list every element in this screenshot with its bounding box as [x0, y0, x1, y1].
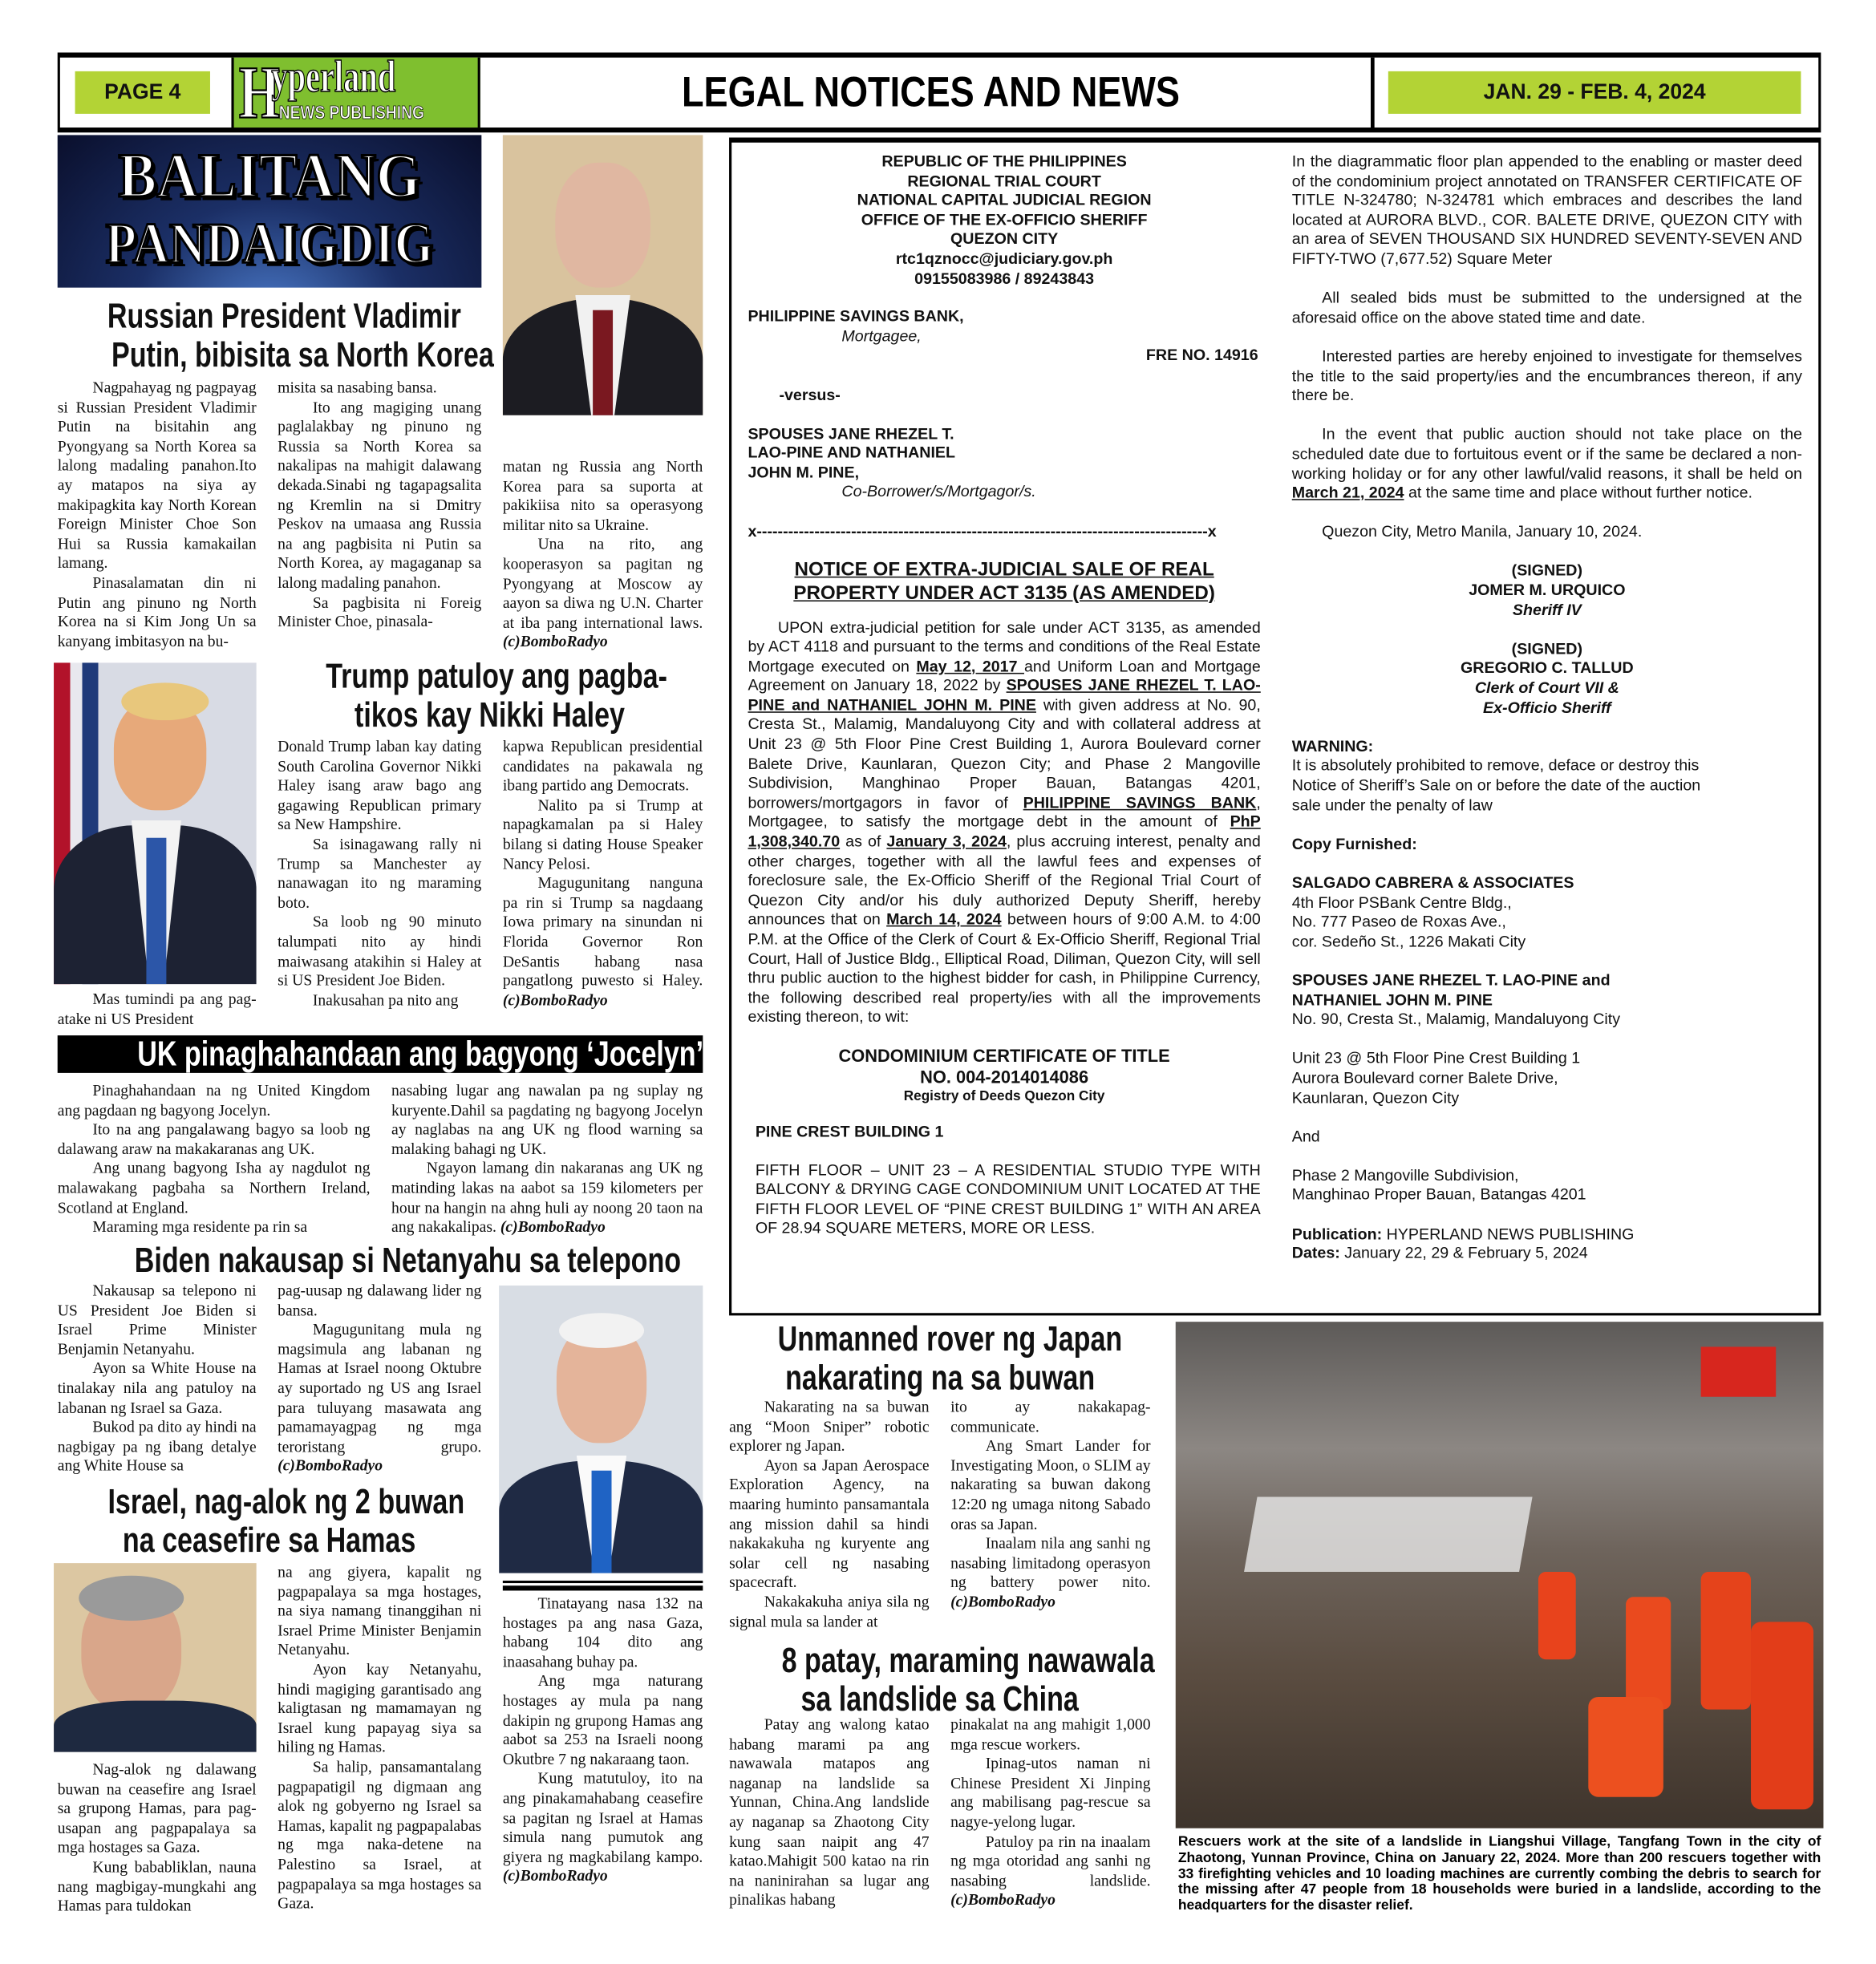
case-number: FRE NO. 14916 — [1145, 346, 1258, 365]
source-credit: (c)BomboRadyo — [278, 1457, 383, 1475]
article-paragraph: Kung matutuloy, ito na ang pinakamahabang ceasefire sa pagitan ng Israel at Hamas simula nang pumutok ang giyera ng magkabilang kampo. (c)BomboRadyo — [502, 1769, 703, 1885]
israel-col-3 — [503, 1594, 703, 1887]
notice-text: as of — [840, 832, 887, 851]
article-paragraph: Ipinag-utos naman ni Chinese President Xi Jinping ang mabilisang pag-rescue sa nagye-yelong lugar. — [950, 1754, 1151, 1831]
auction-reschedule-text: In the event that public auction should not take place on the scheduled date due to fortuitous event or if the same be declared a non-working holiday or for any other lawful/valid reasons, it shall be held on March 21, 2024 at the same time and place without further notice. — [1291, 425, 1802, 502]
notice-text: with given address at No. 90, Cresta St., Malamig, Mandaluyong City and with collateral address at Unit 23 @ 5th Floor Pine Crest Building 1, Aurora Boulevard corner Balete Drive, Kaunlaran, Quezon City; and Phase 2 Mangoville Subdivision, Manghinao Proper Bauan, Batangas 4201, borrowers/mortgagors in favor of — [748, 696, 1261, 812]
sheriff-signature: (SIGNED) JOMER M. URQUICO Sheriff IV — [1469, 561, 1626, 619]
trump-headline: Trump patuloy ang pagba- tikos kay Nikki Haley — [326, 656, 667, 735]
article-paragraph: Kung bababliklan, nauna nang magbigay-mungkahi ang Hamas para tuldokan — [57, 1858, 257, 1915]
trump-col-1 — [58, 990, 257, 1030]
court-header: REPUBLIC OF THE PHILIPPINES REGIONAL TRIAL COURT NATIONAL CAPITAL JUDICIAL REGION OFFICE OF THE EX-OFFICIO SHERIFF QUEZON CITY rtc1qznocc@judiciary.gov.ph 09155083986 / 89243843 — [857, 152, 1152, 287]
logo-word: yperland — [271, 57, 396, 102]
trump-col-2 — [278, 738, 481, 1010]
balitang-pandaigdig-banner — [58, 135, 482, 287]
china-headline: 8 patay, maraming nawawala sa landslide sa China — [781, 1640, 1155, 1719]
article-paragraph: ito ay nakakapag-communicate. — [950, 1398, 1151, 1436]
law-firm: SALGADO CABRERA & ASSOCIATES — [1291, 873, 1574, 892]
article-paragraph: pinakalat na ang mahigit 1,000 mga rescue workers. — [950, 1715, 1151, 1753]
registry: Registry of Deeds Quezon City — [903, 1089, 1105, 1104]
article-paragraph: matan ng Russia ang North Korea para sa suporta at pakikiisa nito sa operasyong militar nito sa Ukraine. — [502, 457, 703, 534]
article-paragraph: na ang giyera, kapalit ng pagpapalaya sa mga hostages, na siya namang tinanggihan ni Israel Prime Minister Benjamin Netanyahu. — [278, 1563, 482, 1659]
landslide-photo — [1176, 1322, 1824, 1828]
notice-emphasis: March 14, 2024 — [886, 910, 1002, 929]
article-paragraph: Bukod pa dito ay hindi na nagbigay pa ng ibang detalye ang White House sa — [57, 1418, 257, 1475]
russia-col-3 — [503, 458, 703, 653]
notice-text: between hours of 9:00 A.M. to 4:00 P.M. at the Office of the Clerk of Court & Ex-Officio Sheriff, Regional Trial Court, Hall of Justice Bldg., Elliptical Road, Diliman, Quezon City, will sell thru public auction to the highest bidder for cash, in Philippine Currency, the following described real property/ies with all the improvements existing thereon, to wit: — [748, 910, 1261, 1027]
article-paragraph: Maraming mga residente pa rin sa — [92, 1218, 308, 1236]
notice-emphasis: May 12, 2017 — [916, 657, 1024, 675]
russia-col-1 — [58, 379, 257, 651]
uk-headline: UK pinaghahandaan ang bagyong ‘Jocelyn’ — [58, 1035, 703, 1073]
article-paragraph: Nakausap sa telepono ni US President Joe Biden si Israel Prime Minister Benjamin Netanyahu. — [57, 1282, 257, 1359]
photo-caption: Rescuers work at the site of a landslide in Liangshui Village, Tangfang Town in the city of Zhaotong, Yunnan Province, China on January 22, 2024. More than 200 rescuers together with 33 firefighting vehicles and 10 loading machines are currently combing the debris to search for the missing after 47 people from 18 households were buried in a landslide, according to the headquarters for the disaster relief. — [1177, 1834, 1821, 1914]
china-col-2 — [950, 1715, 1150, 1910]
article-paragraph: Magugunitang nanguna pa rin si Trump sa nagdaang Iowa primary na sinundan ni Florida Governor Ron DeSantis habang nasa pangatlong puwesto si Haley. (c)BomboRadyo — [502, 874, 703, 1009]
article-paragraph: kapwa Republican presidential candidates na pakawala ng ibang partido ang Democrats. — [502, 737, 703, 795]
hyperland-logo — [231, 58, 480, 128]
article-paragraph: Ayon sa White House na tinalakay nila ang patuloy na labanan ng Israel sa Gaza. — [57, 1359, 257, 1417]
floor-plan-text: In the diagrammatic floor plan appended to the enabling or master deed of the condominium project annotated on TRANSFER CERTIFICATE OF TITLE N-324780; N-324781 which embraces and describes the land located at AURORA BLVD., COR. BALETE DRIVE, QUEZON CITY with an area of SEVEN THOUSAND SIX HUNDRED SEVENTY-SEVEN AND FIFTY-TWO (7,677.52) Square Meter — [1291, 152, 1802, 268]
masthead — [58, 52, 1821, 132]
clerk-signature: (SIGNED) GREGORIO C. TALLUD Clerk of Court VII & Ex-Officio Sheriff — [1461, 640, 1634, 716]
page-title: LEGAL NOTICES AND NEWS — [681, 67, 1180, 116]
israel-col-1 — [58, 1760, 257, 1917]
article-paragraph: Donald Trump laban kay dating South Carolina Governor Nikki Haley isang araw bago ang gagawing Republican primary sa New Hampshire. — [278, 737, 482, 834]
page-number-badge — [75, 71, 210, 114]
sealed-bids-text: All sealed bids must be submitted to the undersigned at the aforesaid office on the above stated time and date. — [1291, 289, 1802, 326]
article-paragraph: nasabing lugar ang nawalan pa ng suplay ng kuryente.Dahil sa pagdating ng bagyong Jocelyn ay naglabas na ang UK ng flood warning sa malaking bahagi ng UK. — [391, 1081, 703, 1158]
versus: -versus- — [779, 386, 841, 404]
defendants-role: Co-Borrower/s/Mortgagor/s. — [841, 483, 1036, 501]
issue-date-badge — [1388, 71, 1801, 114]
source-credit: (c)BomboRadyo — [502, 633, 608, 651]
trump-col-3 — [503, 738, 703, 1010]
notice-emphasis: PhP 1,308,340.70 — [748, 813, 1261, 851]
notice-body — [748, 618, 1260, 1028]
plaintiff: PHILIPPINE SAVINGS BANK, — [748, 307, 964, 326]
trump-photo — [54, 662, 257, 984]
source-credit: (c)BomboRadyo — [500, 1218, 606, 1236]
plaintiff-role: Mortgagee, — [841, 327, 922, 345]
article-paragraph: Pinasalamatan din ni Putin ang pinuno ng North Korea na si Kim Jong Un sa kanyang imbitasyon na bu- — [57, 573, 257, 650]
notice-emphasis: PHILIPPINE SAVINGS BANK — [1023, 793, 1257, 812]
banner-line-2: PANDAIGDIG — [105, 211, 434, 276]
article-paragraph: Sa loob ng 90 minuto talumpati nito ay hindi maiwasang atakihin si Haley at si US President Joe Biden. — [278, 913, 482, 990]
divider-line: x--------------------------------------------------------------------------------------x — [748, 522, 1217, 541]
divider-rule — [503, 1581, 703, 1583]
copy-furnished-label: Copy Furnished: — [1291, 835, 1417, 853]
japan-headline: Unmanned rover ng Japan nakarating na sa buwan — [777, 1319, 1123, 1397]
article-paragraph: Ngayon lamang din nakaranas ang UK ng matinding lakas na aabot sa 159 kilometers per hour na hangin na ahng huli ay noong 20 taon na ang nakakalipas. (c)BomboRadyo — [391, 1160, 703, 1236]
notice-emphasis: January 3, 2024 — [886, 832, 1007, 851]
notice-emphasis: SPOUSES JANE RHEZEL T. LAO-PINE and NATHANIEL JOHN M. PINE — [748, 677, 1261, 715]
article-paragraph: Ayon sa Japan Aerospace Exploration Agency, na maaring huminto pansamantala ang mission dahil sa hindi nakakakuha ng kuryente ang solar cell ng nasabing spacecraft. — [729, 1456, 930, 1591]
interested-parties-text: Interested parties are hereby enjoined to investigate for themselves the title to the said property/ies and the encumbrances thereon, if any there be. — [1291, 347, 1802, 404]
netanyahu-photo — [54, 1563, 257, 1751]
uk-col-2 — [391, 1082, 703, 1238]
legal-notice-box — [729, 138, 1821, 1316]
article-paragraph: Patay ang walong katao habang marami pa ang nawawala matapos ang naganap na landslide sa Yunnan, China.Ang landslide ay naganap sa Zhaotong City kung saan naipit ang 47 katao.Mahigit 500 katao na rin na naninirahan sa lugar ang pinalikas habang — [729, 1715, 930, 1909]
publication-dates: Dates: January 22, 29 & February 5, 2024 — [1291, 1244, 1588, 1262]
notice-text: , plus accruing interest, penalty and other charges, together with all the lawful fees and expenses of foreclosure sale, the Ex-Officio Sheriff of the Regional Trial Court of Quezon City and/or his duly authorized Deputy Sheriff, hereby announces that on — [748, 832, 1261, 929]
biden-col-2 — [278, 1282, 481, 1476]
article-paragraph: Ayon kay Netanyahu, hindi magiging garantisado ang kaligtasan ng mamamayan ng Israel kung papayag siya sa hiling ng Hamas. — [278, 1660, 482, 1756]
notice-text: UPON extra-judicial petition for sale under ACT 3135, as amended by ACT 4118 and pursuant to the terms and conditions of the Real Estate Mortgage executed on — [748, 618, 1261, 675]
article-paragraph: Ang mga naturang hostages ay mula pa nang dakipin ng grupong Hamas ang aabot sa 253 na Israeli noong Okutbre 7 ng nakaraang taon. — [502, 1672, 703, 1768]
article-paragraph: Nag-alok ng dalawang buwan na ceasefire ang Israel sa grupong Hamas, para pag-usapan ang pagpapalaya sa mga hostages sa Gaza. — [57, 1760, 257, 1857]
article-paragraph: Ang unang bagyong Isha ay nagdulot ng malawakang pagbaha sa Northern Ireland, Scotland at England. — [57, 1160, 371, 1217]
property-description: FIFTH FLOOR – UNIT 23 – A RESIDENTIAL STUDIO TYPE WITH BALCONY & DRYING CAGE CONDOMINIUM UNIT LOCATED AT THE FIFTH FLOOR LEVEL OF “PINE CREST BUILDING 1” WITH AN AREA OF 28.94 SQUARE METERS, MORE OR LESS. — [755, 1160, 1261, 1237]
japan-col-1 — [729, 1398, 929, 1632]
article-paragraph: Nalito pa si Trump at napagkamalan pa si Haley bilang si dating House Speaker Nancy Pelosi. — [502, 796, 703, 873]
article-paragraph: Nagpahayag ng pagpayag si Russian President Vladimir Putin na bisitahin ang Pyongyang sa North Korea sa lalong madaling panahon.Ito ay matapos na siya ay makipagkita kay North Korean Foreign Minister Choe Son Hui sa Russia kamakailan lamang. — [57, 379, 257, 573]
article-paragraph: Ito na ang pangalawang bagyo sa loob ng dalawang araw na makakaranas ang UK. — [57, 1120, 371, 1158]
article-paragraph: Magugunitang mula ng magsimula ang labanan ng Hamas at Israel noong Oktubre ay suportado ng US ang Israel para tuluyang masawata ang pamamayagpag ng mga teroristang grupo. (c)BomboRadyo — [278, 1320, 482, 1475]
source-credit: (c)BomboRadyo — [950, 1891, 1056, 1909]
cert-title: CONDOMINIUM CERTIFICATE OF TITLE NO. 004-2014014086 — [838, 1045, 1170, 1087]
banner-line-1: BALITANG — [118, 140, 421, 210]
publication: Publication: HYPERLAND NEWS PUBLISHING — [1291, 1225, 1635, 1243]
building-name: PINE CREST BUILDING 1 — [755, 1123, 944, 1141]
notice-title: NOTICE OF EXTRA-JUDICIAL SALE OF REAL PROPERTY UNDER ACT 3135 (AS AMENDED) — [793, 558, 1215, 604]
article-paragraph: Inakusahan pa nito ang — [312, 991, 459, 1009]
article-paragraph: Tinatayang nasa 132 na hostages pa ang nasa Gaza, habang 104 dito ang inaasahang buhay pa. — [502, 1594, 703, 1670]
source-credit: (c)BomboRadyo — [502, 1867, 608, 1885]
source-credit: (c)BomboRadyo — [502, 991, 608, 1009]
logo-letter: H — [238, 57, 280, 128]
notice-text: , Mortgagee, to satisfy the mortgage debt in the amount of — [748, 793, 1261, 832]
logo-subtitle: NEWS PUBLISHING — [278, 102, 424, 124]
uk-col-1 — [58, 1082, 371, 1238]
china-col-1 — [729, 1715, 929, 1910]
warning-text: It is absolutely prohibited to remove, deface or destroy this Notice of Sheriff’s Sale on or before the date of the auction sale under the penalty of law — [1291, 757, 1701, 814]
page-number: PAGE 4 — [104, 79, 181, 104]
article-paragraph: Nakakakuha aniya sila ng signal mula sa lander at — [729, 1593, 930, 1630]
article-paragraph: Ang Smart Lander for Investigating Moon, o SLIM ay nakarating sa buwan dakong 12:20 ng umaga nitong Sabado oras sa Japan. — [950, 1436, 1151, 1533]
warning-label: WARNING: — [1291, 737, 1374, 755]
issue-date: JAN. 29 - FEB. 4, 2024 — [1483, 79, 1706, 104]
article-paragraph: Una na rito, ang kooperasyon sa pagitan ng Pyongyang at Moscow ay aayon sa diwa ng U.N. Charter at iba pang international laws. (c)BomboRadyo — [502, 535, 703, 651]
article-paragraph: Ito ang magiging unang paglalakbay ng pinuno ng Russia sa North Korea sa nakalipas na mahigit dalawang dekada.Sinabi ng tagapagsalita ng Kremlin na si Dmitry Peskov na umaasa ang Russia na ang pagbisita ni Putin sa North Korea, ay magaganap sa lalong madaling panahon. — [278, 398, 482, 592]
article-paragraph: Mas tumindi pa ang pag-atake ni US President — [57, 990, 257, 1028]
place-date: Quezon City, Metro Manila, January 10, 2024. — [1322, 523, 1643, 541]
legal-notice-right-column: In the diagrammatic floor plan appended to the enabling or master deed of the condominium project annotated on TRANSFER CERTIFICATE OF TITLE N-324780; N-324781 which embraces and describes the land located at AURORA BLVD., COR. BALETE DRIVE, QUEZON CITY with an area of SEVEN THOUSAND SIX HUNDRED SEVENTY-SEVEN AND FIFTY-TWO (7,677.52) Square Meter All sealed bids must be submitted to the undersigned at the aforesaid office on the above stated time and date. Interested parties are hereby enjoined to investigate for themselves the title to the said property/ies and the encumbrances thereon, if any there be. In the event that public auction should not take place on the scheduled date due to fortuitous event or if the same be declared a non-working holiday or for any other lawful/valid reasons, it shall be held on March 21, 2024 at the same time and place without further notice. Quezon City, Metro Manila, January 10, 2024. (SIGNED) JOMER M. URQUICO Sheriff IV (SIGNED) GREGORIO C. TALLUD Clerk of Court VII & Ex-Officio Sheriff WARNING: It is absolutely prohibited to remove, deface or destroy this Notice of Sheriff’s Sale on or before the date of the auction sale under the penalty of law Copy Furnished: SALGADO CABRERA & ASSOCIATES 4th Floor PSBank Centre Bldg., No. 777 Paseo de Roxas Ave., cor. Sedeño St., 1226 Makati City SPOUSES JANE RHEZEL T. LAO-PINE and NATHANIEL JOHN M. PINE No. 90, Cresta St., Malamig, Mandaluyong City Unit 23 @ 5th Floor Pine Crest Building 1 Aurora Boulevard corner Balete Drive, Kaunlaran, Quezon City And Phase 2 Mangoville Subdivision, Manghinao Proper Bauan, Batangas 4201 Publication: HYPERLAND NEWS PUBLISHING Dates: January 22, 29 & February 5, 2024 — [1292, 152, 1802, 1264]
notice-text: and Uniform Loan and Mortgage Agreement on January 18, 2022 by — [748, 657, 1261, 694]
biden-col-1 — [58, 1282, 257, 1476]
article-paragraph: pag-uusap ng dalawang lider ng bansa. — [278, 1282, 482, 1319]
article-paragraph: Sa pagbisita ni Foreig Minister Choe, pinasala- — [278, 593, 482, 631]
legal-notice-left-column — [748, 152, 1260, 1239]
russia-col-2 — [278, 379, 481, 632]
source-credit: (c)BomboRadyo — [950, 1593, 1056, 1611]
japan-col-2 — [950, 1398, 1150, 1612]
article-paragraph: Patuloy pa rin na inaalam ng mga otoridad ang sanhi ng nasabing landslide. (c)BomboRadyo — [950, 1832, 1151, 1909]
defendants: SPOUSES JANE RHEZEL T. LAO-PINE AND NATHANIEL JOHN M. PINE, — [748, 424, 956, 481]
biden-photo — [499, 1286, 703, 1573]
israel-headline: Israel, nag-alok ng 2 buwan na ceasefire sa Hamas — [107, 1481, 465, 1560]
article-paragraph: Sa isinagawang rally ni Trump sa Manchester ay nanawagan ito ng maraming boto. — [278, 835, 482, 912]
article-paragraph: Pinaghahandaan na ng United Kingdom ang pagdaan ng bagyong Jocelyn. — [57, 1081, 371, 1119]
putin-photo — [503, 135, 703, 415]
article-paragraph: misita sa nasabing bansa. — [278, 379, 437, 397]
divider-rule — [503, 1585, 703, 1590]
article-paragraph: Nakarating na sa buwan ang “Moon Sniper” robotic explorer ng Japan. — [729, 1398, 930, 1455]
article-paragraph: Sa halip, pansamantalang pagpapatigil ng digmaan ang alok ng gobyerno ng Israel sa Hamas, kapalit ng pagpapalabas ng mga naka-detene na Palestino sa Israel, at pagpapalaya sa mga hostages sa Gaza. — [278, 1758, 482, 1913]
russia-headline: Russian President Vladimir Putin, bibisita sa North Korea — [107, 296, 494, 375]
article-paragraph: Inaalam nila ang sanhi ng nasabing limitadong operasyon ng battery power nito. (c)BomboRadyo — [950, 1534, 1151, 1611]
israel-col-2 — [278, 1563, 481, 1914]
biden-headline: Biden nakausap si Netanyahu sa telepono — [134, 1240, 682, 1280]
